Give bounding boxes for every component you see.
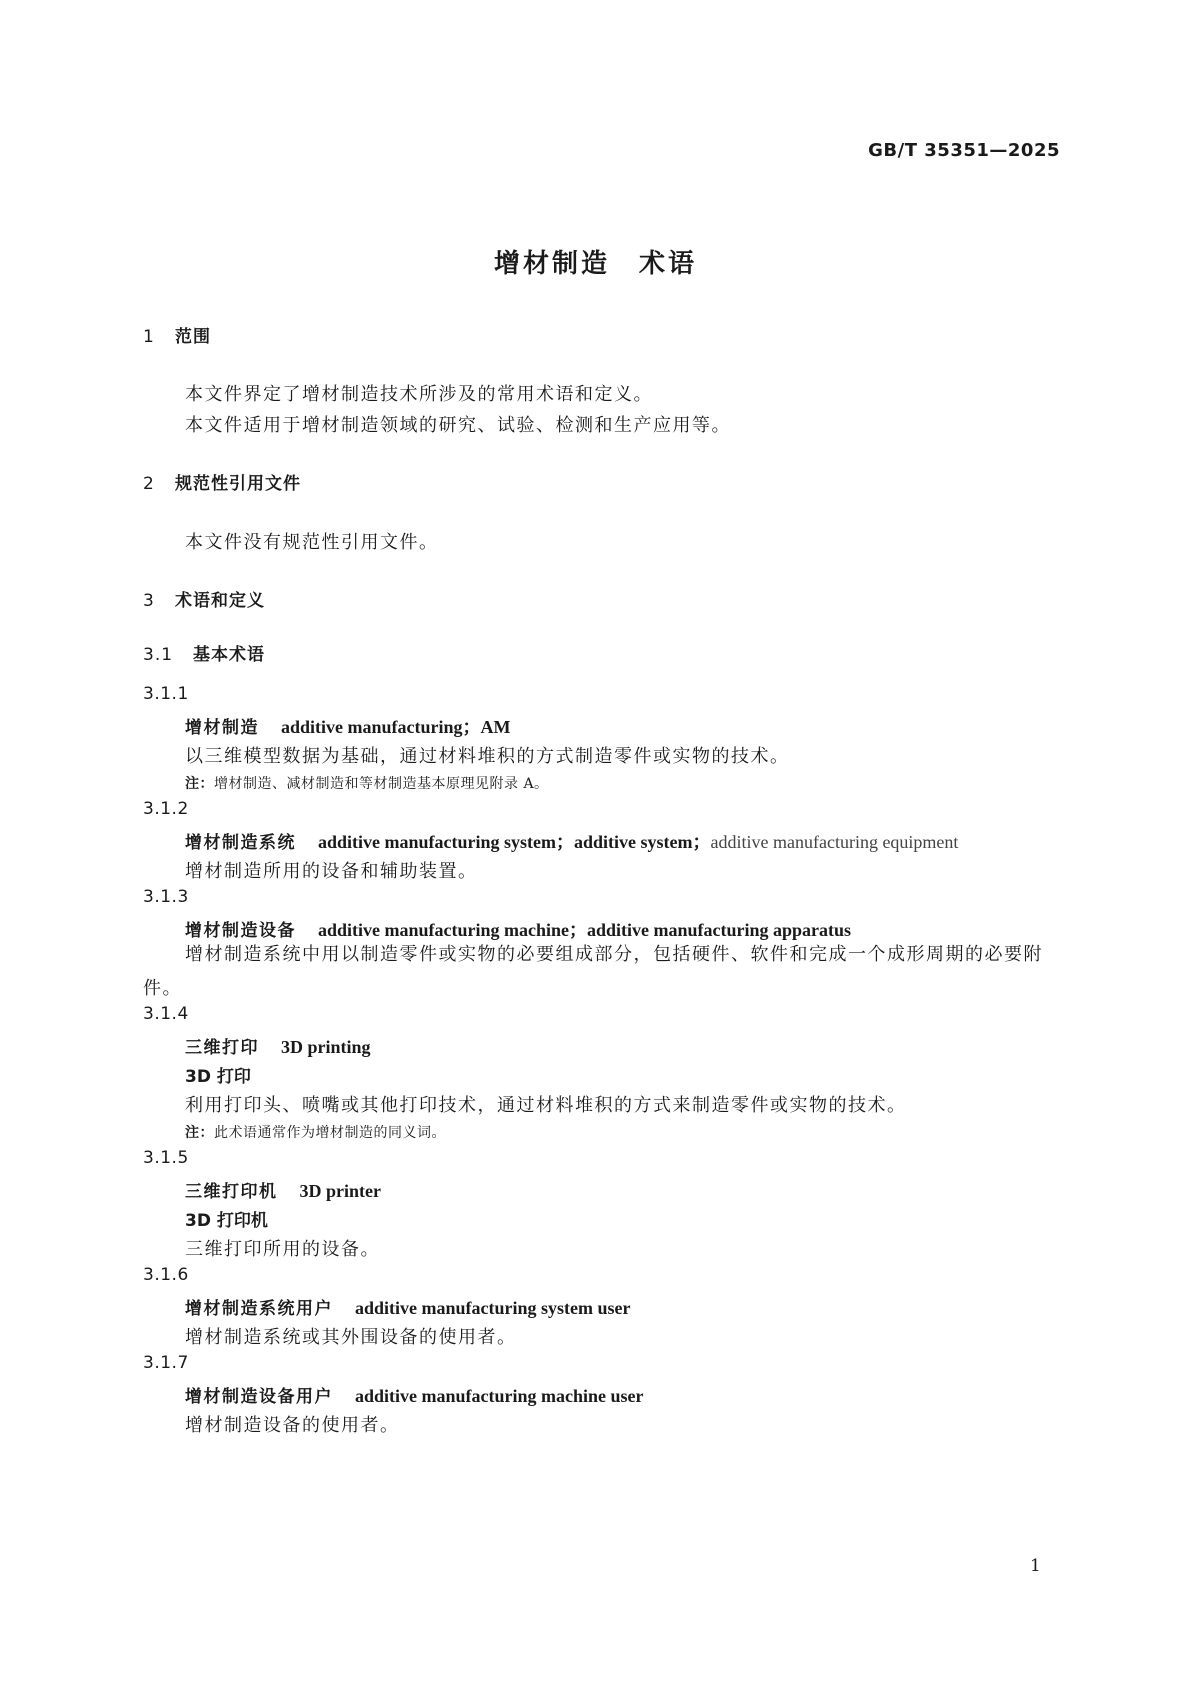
section-number: 3.1 <box>143 645 174 665</box>
term-note <box>185 773 549 793</box>
term-zh: 增材制造系统用户 <box>185 1299 333 1319</box>
term-alt: 3D 打印 <box>185 1067 251 1087</box>
term-en: 3D printing <box>281 1037 371 1057</box>
document-title: 增材制造 术语 <box>493 249 697 279</box>
term-zh: 增材制造设备 <box>185 921 296 941</box>
term-entry <box>185 713 511 739</box>
section-title: 范围 <box>175 327 211 347</box>
term-number: 3.1.4 <box>143 1004 189 1024</box>
term-definition: 增材制造系统中用以制造零件或实物的必要组成部分，包括硬件、软件和完成一个成形周期的必要附件。 <box>143 944 1043 999</box>
section-title: 术语和定义 <box>175 591 265 611</box>
section-number: 3 <box>143 591 155 611</box>
term-zh: 增材制造 <box>185 718 259 738</box>
term-number: 3.1.3 <box>143 887 189 907</box>
term-zh: 增材制造设备用户 <box>185 1387 333 1407</box>
section-2-heading <box>143 469 301 494</box>
term-en: additive manufacturing machine user <box>355 1386 644 1406</box>
note-label: 注： <box>185 776 214 792</box>
term-entry <box>185 1382 644 1407</box>
term-note <box>185 1122 446 1142</box>
term-entry <box>185 1033 371 1058</box>
paragraph: 本文件没有规范性引用文件。 <box>185 532 439 553</box>
subsection-3-1-heading <box>143 640 265 665</box>
section-title: 规范性引用文件 <box>175 474 301 494</box>
term-en: additive manufacturing machine；additive manufacturing apparatus <box>318 920 852 940</box>
term-zh: 三维打印 <box>185 1038 259 1058</box>
term-number: 3.1.1 <box>143 684 189 704</box>
term-zh: 三维打印机 <box>185 1182 278 1202</box>
term-en: additive manufacturing system user <box>355 1298 631 1318</box>
term-en: additive manufacturing；AM <box>281 717 511 737</box>
term-entry <box>185 1294 631 1319</box>
term-entry <box>185 1177 381 1202</box>
term-definition: 以三维模型数据为基础，通过材料堆积的方式制造零件或实物的技术。 <box>185 746 790 767</box>
note-text: 增材制造、减材制造和等材制造基本原理见附录 A。 <box>214 776 549 792</box>
term-en-admitted: additive manufacturing equipment <box>710 832 959 852</box>
term-number: 3.1.2 <box>143 799 189 819</box>
term-entry <box>185 828 958 854</box>
term-en: additive manufacturing system；additive system； <box>318 832 711 852</box>
term-alt: 3D 打印机 <box>185 1211 268 1231</box>
term-definition: 增材制造系统或其外围设备的使用者。 <box>185 1327 517 1348</box>
term-definition: 利用打印头、喷嘴或其他打印技术，通过材料堆积的方式来制造零件或实物的技术。 <box>185 1095 907 1116</box>
section-3-heading <box>143 586 265 611</box>
note-text: 此术语通常作为增材制造的同义词。 <box>214 1125 446 1141</box>
standard-number: GB/T 35351—2025 <box>868 140 1060 161</box>
term-definition: 增材制造设备的使用者。 <box>185 1415 400 1436</box>
term-number: 3.1.6 <box>143 1265 189 1285</box>
page-number: 1 <box>1030 1556 1041 1576</box>
section-1-heading <box>143 322 211 347</box>
note-label: 注： <box>185 1125 214 1141</box>
term-definition: 三维打印所用的设备。 <box>185 1239 380 1260</box>
section-number: 1 <box>143 327 155 347</box>
term-number: 3.1.5 <box>143 1148 189 1168</box>
term-en: 3D printer <box>299 1181 381 1201</box>
paragraph: 本文件界定了增材制造技术所涉及的常用术语和定义。 <box>185 384 653 405</box>
term-zh: 增材制造系统 <box>185 833 296 853</box>
section-number: 2 <box>143 474 155 494</box>
term-definition: 增材制造所用的设备和辅助装置。 <box>185 861 478 882</box>
term-number: 3.1.7 <box>143 1353 189 1373</box>
paragraph: 本文件适用于增材制造领域的研究、试验、检测和生产应用等。 <box>185 415 731 436</box>
section-title: 基本术语 <box>193 645 265 665</box>
